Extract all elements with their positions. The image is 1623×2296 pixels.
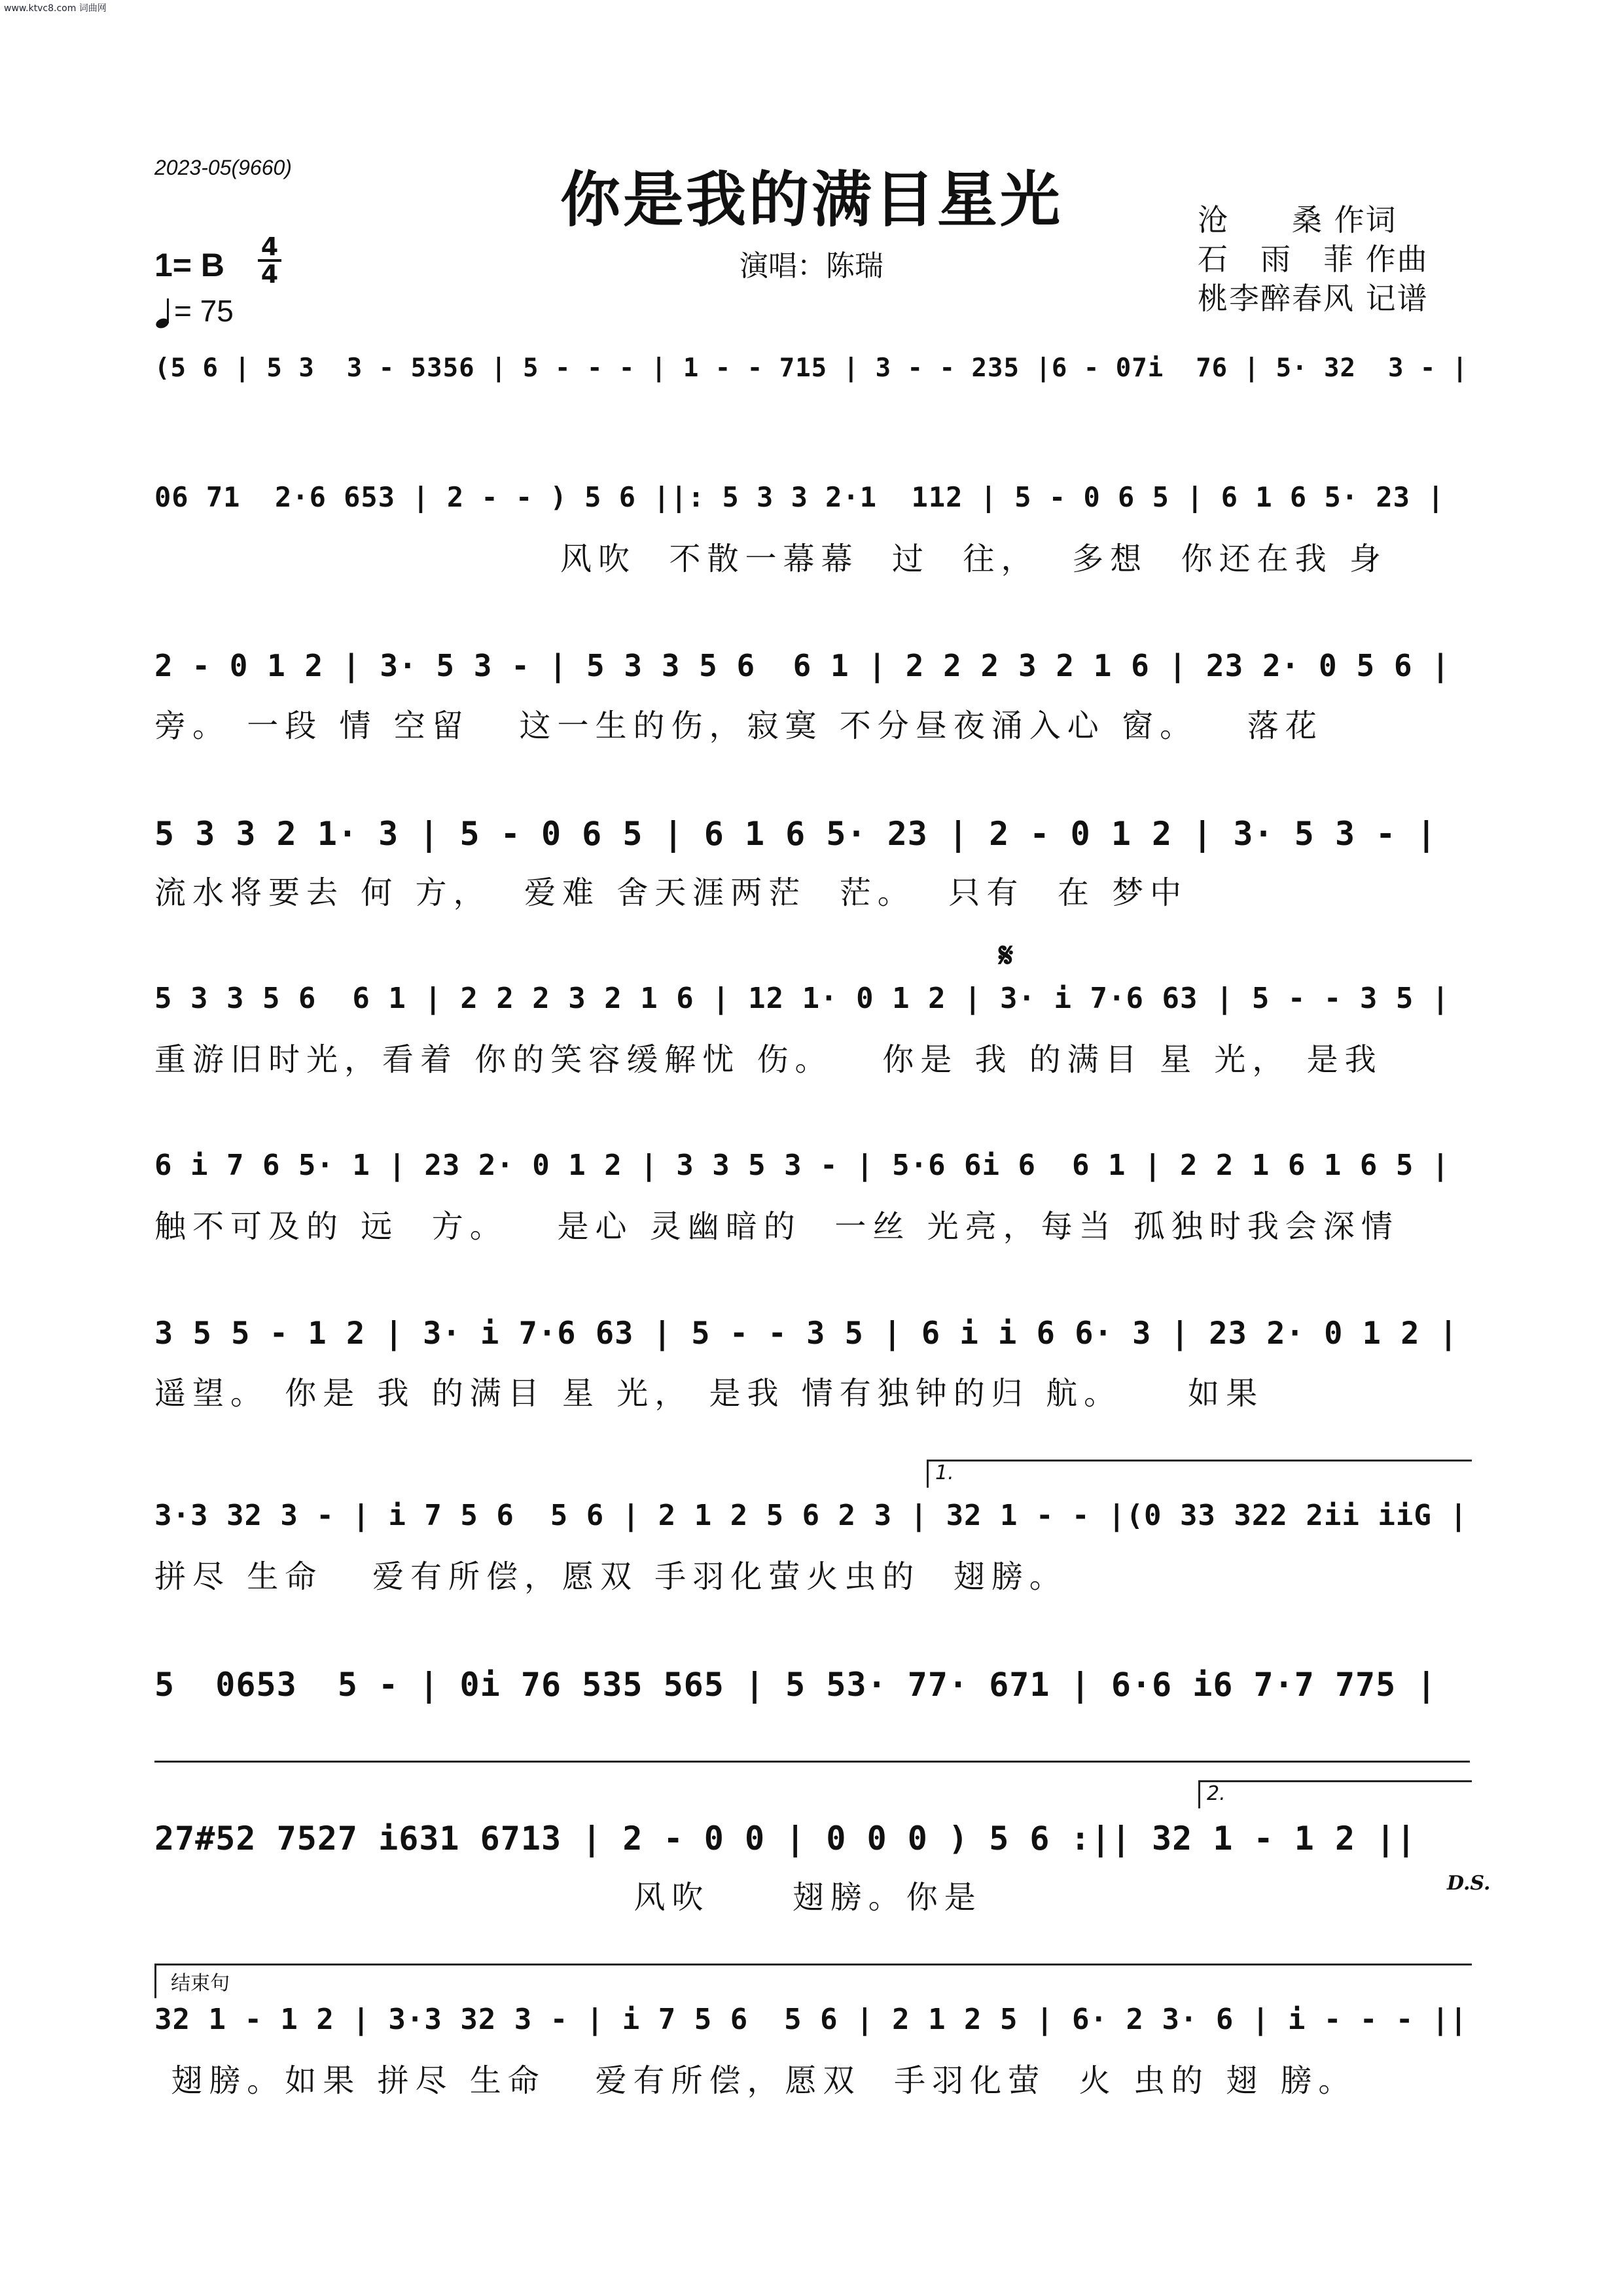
lyric-line: 流水将要去 何 方， 爱难 舍天涯两茫 茫。 只有 在 梦中 [154,874,1188,911]
first-ending-label: 1. [935,1462,954,1484]
staff-system-4 [154,815,1470,920]
lyric-line: 旁。 一段 情 空留 这一生的伤，寂寞 不分昼夜涌入心 窗。 落花 [154,708,1323,744]
composer-credit: 石 雨 菲 作曲 [1198,242,1429,277]
staff-system-11 [154,1972,1470,2114]
staff-system-2 [154,481,1470,586]
time-signature [257,234,283,287]
notation-line: 5 0653 5 - | 0i 76 535 565 | 5 53· 77· 671 | 6·6 i6 7·7 775 | [154,1666,1437,1704]
notation-line: (5 6 | 5 3 3 - 5356 | 5 - - - | 1 - - 715 | 3 - - 235 |6 - 07i 76 | 5· 32 3 - | [154,353,1469,383]
staff-system-3 [154,648,1470,753]
staff-system-1 [154,353,1470,432]
lyric-line: 风吹 不散一幕幕 过 往， 多想 你还在我 身 [560,541,1387,577]
notation-line: 3 5 5 - 1 2 | 3· i 7·6 63 | 5 - - 3 5 | 6 i i 6 6· 3 | 23 2· 0 1 2 | [154,1316,1459,1352]
second-ending-label: 2. [1207,1782,1226,1805]
first-ending-bracket [927,1460,1472,1488]
quarter-note-icon [154,297,174,330]
time-signature-bottom: 4 [260,260,279,289]
catalog-number: 2023-05(9660) [154,156,292,179]
second-ending-bracket [1198,1780,1472,1808]
segno-sign: 𝄋 [999,936,1014,975]
lyric-line: 触不可及的 远 方。 是心 灵幽暗的 一丝 光亮，每当 孤独时我会深情 [154,1208,1399,1245]
notation-line: 5 3 3 5 6 6 1 | 2 2 2 3 2 1 6 | 12 1· 0 1 2 | 3· i 7·6 63 | 5 - - 3 5 | [154,982,1450,1015]
tempo-marking [154,293,234,330]
staff-system-7 [154,1316,1470,1420]
staff-system-5 [154,936,1470,1086]
song-title: 你是我的满目星光 [560,164,1063,235]
repeat-span-line [154,1761,1470,1763]
key-signature: 1= B [154,247,225,283]
lyric-line: 翅膀。如果 拼尽 生命 爱有所偿，愿双 手羽化萤 火 虫的 翅 膀。 [154,2062,1357,2099]
lyric-line: 风吹 翅膀。你是 [154,1879,982,1916]
staff-system-8 [154,1462,1470,1604]
staff-system-9 [154,1666,1470,1731]
notation-line: 06 71 2·6 653 | 2 - - ) 5 6 ||: 5 3 3 2·1 112 | 5 - 0 6 5 | 6 1 6 5· 23 | [154,481,1445,513]
staff-system-10 [154,1782,1491,1924]
staff-system-6 [154,1149,1470,1253]
time-signature-top: 4 [260,232,279,261]
singer-credit: 演唱：陈瑞 [740,249,883,283]
notation-line: 32 1 - 1 2 | 3·3 32 3 - | i 7 5 6 5 6 | 2 1 2 5 | 6· 2 3· 6 | i - - - || [154,2003,1468,2036]
lyric-line: 重游旧时光，看着 你的笑容缓解忧 伤。 你是 我 的满目 星 光， 是我 [154,1041,1383,1078]
notation-line: 6 i 7 6 5· 1 | 23 2· 0 1 2 | 3 3 5 3 - | 5·6 6i 6 6 1 | 2 2 1 6 1 6 5 | [154,1149,1450,1182]
notation-line: 3·3 32 3 - | i 7 5 6 5 6 | 2 1 2 5 6 2 3 | 32 1 - - |(0 33 322 2ii iiG | [154,1499,1468,1532]
dal-segno-marking: D.S. [1447,1872,1491,1895]
notation-line: 5 3 3 2 1· 3 | 5 - 0 6 5 | 6 1 6 5· 23 | 2 - 0 1 2 | 3· 5 3 - | [154,815,1437,853]
lyricist-credit: 沧 桑 作词 [1198,202,1397,238]
tempo-value: = 75 [174,294,234,328]
notation-line: 2 - 0 1 2 | 3· 5 3 - | 5 3 3 5 6 6 1 | 2 2 2 3 2 1 6 | 23 2· 0 5 6 | [154,648,1450,683]
lyric-line: 遥望。 你是 我 的满目 星 光， 是我 情有独钟的归 航。 如果 [154,1375,1264,1412]
lyric-line: 拼尽 生命 爱有所偿，愿双 手羽化萤火虫的 翅膀。 [154,1558,1067,1595]
transcriber-credit: 桃李醉春风 记谱 [1198,281,1429,316]
watermark: www.ktvc8.com 词曲网 [4,3,107,14]
notation-line: 27#52 7527 i631 6713 | 2 - 0 0 | 0 0 0 ) 5 6 :|| 32 1 - 1 2 || [154,1820,1417,1857]
ending-phrase-label: 结束句 [171,1972,230,1995]
ending-phrase-bracket [154,1964,1472,1998]
